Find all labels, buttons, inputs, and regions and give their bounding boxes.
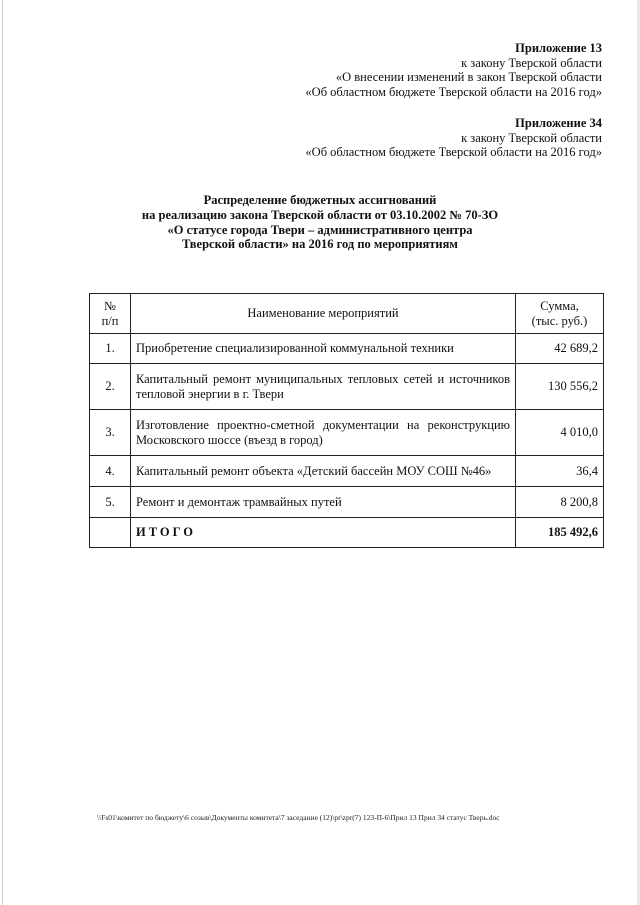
table-total-row [90, 518, 604, 548]
total-label: ИТОГО [131, 518, 516, 548]
allocations-table [89, 293, 604, 548]
row-name: Ремонт и демонтаж трамвайных путей [131, 487, 516, 518]
appendix-13-line: «Об областном бюджете Тверской области на 2016 год» [305, 84, 602, 99]
row-sum: 130 556,2 [516, 364, 604, 410]
table-row [90, 334, 604, 364]
row-sum: 8 200,8 [516, 487, 604, 518]
appendix-13-title: Приложение 13 [515, 41, 602, 55]
appendix-34-line: «Об областном бюджете Тверской области на 2016 год» [305, 145, 602, 160]
document-title-line: Распределение бюджетных ассигнований [203, 193, 437, 207]
table-row [90, 487, 604, 518]
total-sum: 185 492,6 [516, 518, 604, 548]
table-row [90, 410, 604, 456]
row-number: 2. [90, 364, 131, 410]
row-sum: 4 010,0 [516, 410, 604, 456]
table-header-row [90, 294, 604, 334]
header-number [90, 294, 131, 334]
row-name: Приобретение специализированной коммунальной техники [131, 334, 516, 364]
appendix-34-block [305, 116, 602, 160]
scan-left-edge [2, 0, 3, 905]
row-number: 3. [90, 410, 131, 456]
document-title-line: Тверской области» на 2016 год по мероприятиям [182, 237, 458, 252]
appendix-34-title: Приложение 34 [515, 116, 602, 130]
row-name: Капитальный ремонт объекта «Детский бассейн МОУ СОШ №46» [131, 456, 516, 487]
row-name: Изготовление проектно-сметной документации на реконструкцию Московского шоссе (въезд в город) [131, 410, 516, 456]
row-sum: 42 689,2 [516, 334, 604, 364]
header-sum-line2: (тыс. руб.) [531, 313, 588, 328]
row-number: 1. [90, 334, 131, 364]
total-number-cell [90, 518, 131, 548]
table-row [90, 456, 604, 487]
document-title-line: «О статусе города Твери – административного центра [167, 222, 473, 237]
header-sum [516, 294, 604, 334]
header-name: Наименование мероприятий [131, 294, 516, 334]
row-name: Капитальный ремонт муниципальных тепловых сетей и источников тепловой энергии в г. Твери [131, 364, 516, 410]
table-row [90, 364, 604, 410]
appendix-13-block [305, 41, 602, 99]
row-number: 5. [90, 487, 131, 518]
appendix-13-line: «О внесении изменений в закон Тверской области [335, 70, 602, 85]
header-number-line2: п/п [101, 313, 119, 328]
footer-file-path: \\Fs01\комитет по бюджету\6 созыв\Документы комитета\7 заседание (12)\pr\zpr(7) 123-П-6\Прил 13 Прил 34 статус Тверь.doc [97, 813, 500, 822]
document-title [0, 193, 640, 252]
appendix-13-line: к закону Тверской области [461, 55, 602, 70]
document-title-line: на реализацию закона Тверской области от 03.10.2002 № 70-ЗО [141, 207, 499, 222]
appendix-34-line: к закону Тверской области [461, 130, 602, 145]
row-sum: 36,4 [516, 456, 604, 487]
header-sum-line1: Сумма, [540, 298, 579, 313]
header-number-line1: № [104, 298, 116, 313]
row-number: 4. [90, 456, 131, 487]
